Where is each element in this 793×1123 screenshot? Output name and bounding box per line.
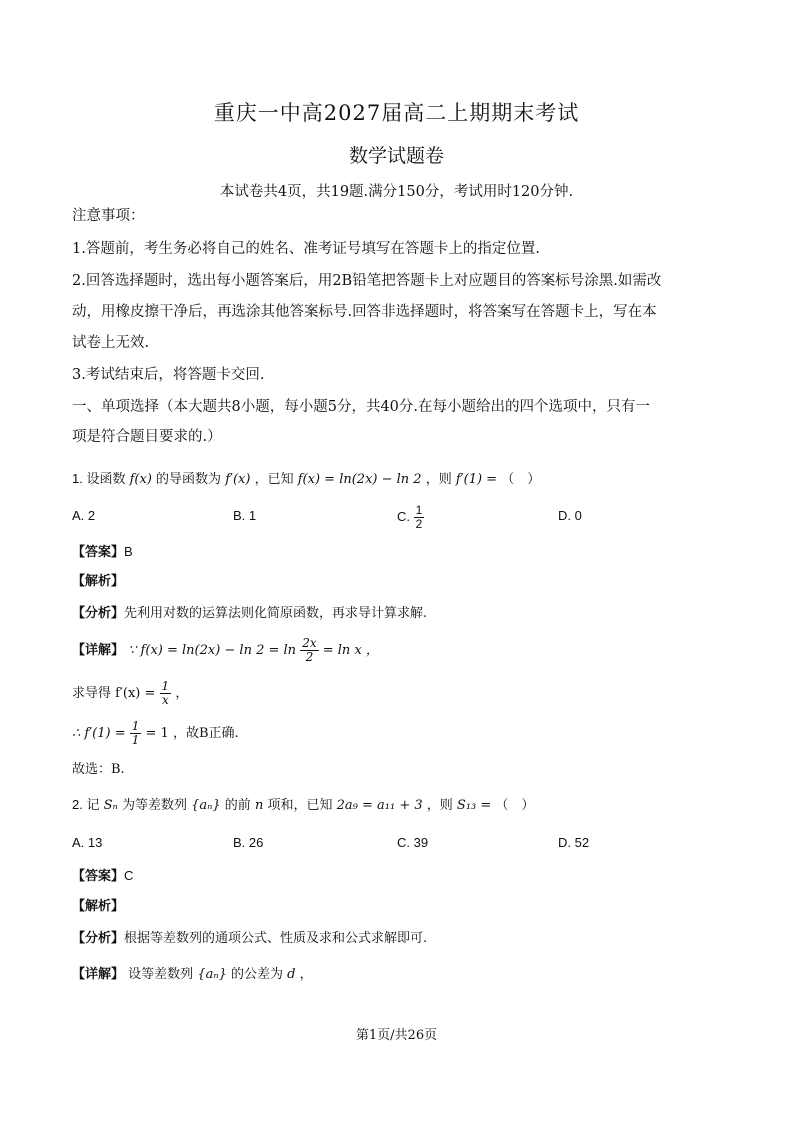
note-2-line-1: 2.回答选择题时，选出每小题答案后，用2B铅笔把答题卡上对应题目的答案标号涂黑.如需改 [72,273,662,289]
page-title: 重庆一中高2027届高二上期期末考试 [213,101,580,125]
q1-analysis: 【分析】先利用对数的运算法则化简原函数，再求导计算求解. [72,606,428,621]
q1-option-a: A. 2 [72,508,96,523]
question-1-stem: 1. 设函数 f(x) 的导函数为 f′(x) ，已知 f(x) = ln(2x) − ln 2 ，则 f′(1) = （ ） [72,471,541,487]
q1-final: 故选：B. [72,762,125,777]
q2-answer: 【答案】C [72,868,134,884]
question-2-stem: 2. 记 Sₙ 为等差数列 {aₙ} 的前 n 项和，已知 2a₉ = a₁₁ + 3 ，则 S₁₃ = （ ） [72,797,535,813]
q1-jiexi-label: 【解析】 [72,574,125,589]
note-1: 1.答题前，考生务必将自己的姓名、准考证号填写在答题卡上的指定位置. [72,241,540,257]
q2-option-b: B. 26 [233,835,264,850]
q2-analysis: 【分析】根据等差数列的通项公式、性质及求和公式求解即可. [72,931,428,946]
q1-option-b: B. 1 [233,508,257,523]
page-footer: 第1页/共26页 [355,1028,438,1043]
q1-detail-3: ∴ f′(1) = $\frac{1}{1}$ = 1 ，故B正确. [72,719,239,747]
q1-option-d: D. 0 [558,508,582,523]
note-2-line-3: 试卷上无效. [72,335,150,351]
q1-detail-1: 【详解】 ∵ f(x) = ln(2x) − ln 2 = ln $\frac{2x}{2}$ = ln x ， [72,636,379,664]
section-1-line-2: 项是符合题目要求的.） [72,429,222,445]
q2-option-c: C. 39 [397,835,429,850]
q1-detail-2: 求导得 f′(x) = $\frac{1}{x}$ ， [72,679,189,707]
q2-option-a: A. 13 [72,835,103,850]
note-3: 3.考试结束后，将答题卡交回. [72,367,265,383]
q2-option-d: D. 52 [558,835,590,850]
notes-heading: 注意事项： [72,208,145,224]
note-2-line-2: 动，用橡皮擦干净后，再选涂其他答案标号.回答非选择题时，将答案写在答题卡上，写在本 [72,304,657,320]
q1-answer: 【答案】B [72,544,133,560]
q1-option-c: C. $\frac{1}{2}$ [397,503,423,531]
q2-jiexi-label: 【解析】 [72,899,125,914]
section-1-line-1: 一、单项选择（本大题共8小题，每小题5分，共40分.在每小题给出的四个选项中，只有一 [72,399,651,415]
page-subtitle: 数学试题卷 [348,145,444,167]
exam-intro: 本试卷共4页，共19题.满分150分，考试用时120分钟. [219,184,574,200]
q2-detail: 【详解】 设等差数列 {aₙ} 的公差为 d ， [72,967,313,982]
